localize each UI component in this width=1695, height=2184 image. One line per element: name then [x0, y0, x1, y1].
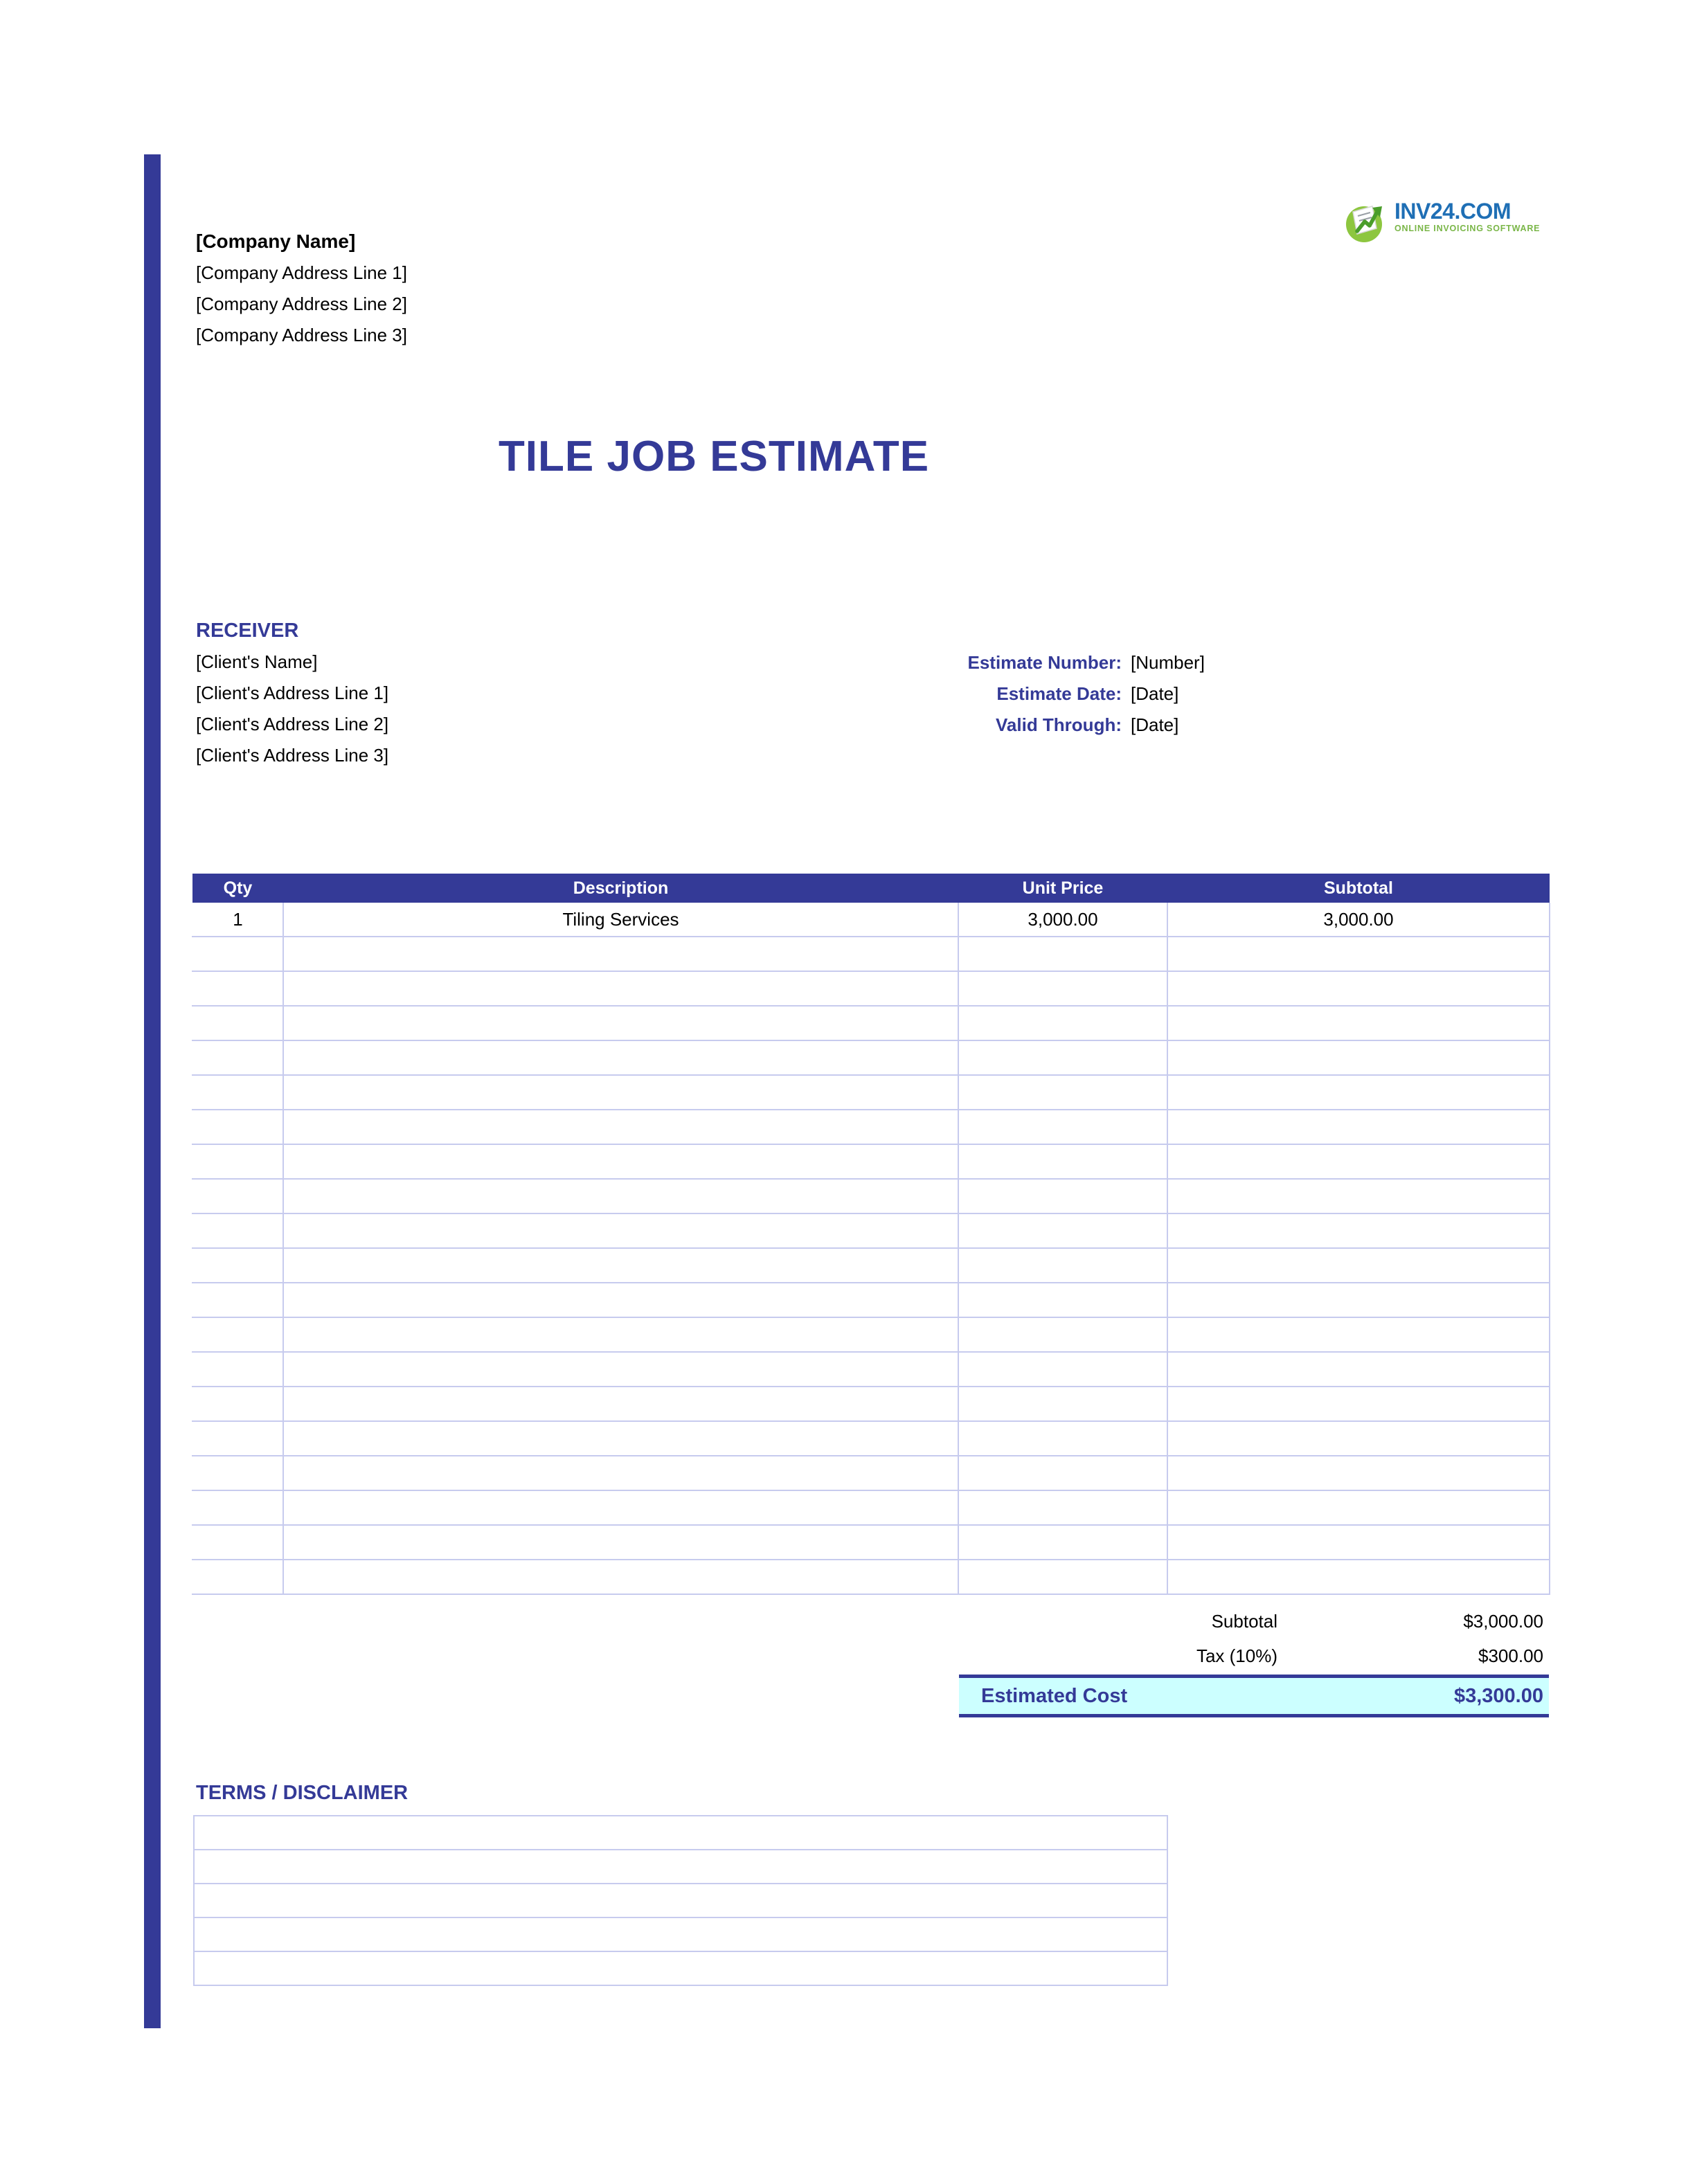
- table-row-empty: [192, 1075, 1550, 1110]
- item-qty-cell[interactable]: [192, 1179, 283, 1213]
- table-row-empty: [192, 1560, 1550, 1594]
- table-row-empty: [192, 1110, 1550, 1144]
- item-description-cell[interactable]: [283, 1040, 958, 1075]
- line-items-table: [192, 874, 1550, 1595]
- estimate-date-label: Estimate Date:: [996, 683, 1122, 704]
- item-unit-price-cell[interactable]: [958, 1387, 1167, 1421]
- item-description-cell[interactable]: [283, 1144, 958, 1179]
- item-qty-cell[interactable]: [192, 1421, 283, 1456]
- item-unit-price-cell[interactable]: [958, 1525, 1167, 1560]
- terms-row: [194, 1917, 1167, 1951]
- item-unit-price-cell[interactable]: 3,000.00: [958, 903, 1167, 937]
- document-title-text: TILE JOB ESTIMATE: [498, 433, 930, 480]
- item-qty-cell[interactable]: [192, 1213, 283, 1248]
- item-subtotal-cell[interactable]: [1167, 937, 1550, 971]
- item-description-cell[interactable]: [283, 1490, 958, 1525]
- header-description: Description: [283, 874, 958, 903]
- item-subtotal-cell[interactable]: [1167, 1075, 1550, 1110]
- item-qty-cell[interactable]: [192, 1317, 283, 1352]
- item-unit-price-cell[interactable]: [958, 937, 1167, 971]
- logo-mark-icon: [1342, 198, 1389, 245]
- terms-line-input[interactable]: [194, 1884, 1167, 1917]
- item-unit-price-cell[interactable]: [958, 1179, 1167, 1213]
- table-row: [192, 903, 1550, 937]
- table-row-empty: [192, 1179, 1550, 1213]
- item-unit-price-cell[interactable]: [958, 1317, 1167, 1352]
- item-unit-price-cell[interactable]: [958, 1352, 1167, 1387]
- item-subtotal-cell[interactable]: [1167, 1421, 1550, 1456]
- estimate-number-value[interactable]: [Number]: [1131, 652, 1205, 673]
- item-unit-price-cell[interactable]: [958, 1213, 1167, 1248]
- item-qty-cell[interactable]: [192, 1144, 283, 1179]
- receiver-block: [196, 615, 750, 771]
- tax-label: Tax (10%): [1196, 1645, 1277, 1666]
- item-qty-cell[interactable]: [192, 1075, 283, 1110]
- item-unit-price-cell[interactable]: [958, 1248, 1167, 1283]
- table-row-empty: [192, 1248, 1550, 1283]
- item-description-cell[interactable]: [283, 1179, 958, 1213]
- subtotal-value: $3,000.00: [1463, 1610, 1543, 1632]
- item-qty-cell[interactable]: [192, 971, 283, 1006]
- table-row-empty: [192, 1006, 1550, 1040]
- company-address-line-3: [Company Address Line 3]: [196, 325, 407, 345]
- header-qty: Qty: [192, 874, 283, 903]
- valid-through-label: Valid Through:: [996, 714, 1122, 735]
- table-row-empty: [192, 1213, 1550, 1248]
- item-unit-price-cell[interactable]: [958, 1075, 1167, 1110]
- estimate-date-value[interactable]: [Date]: [1131, 683, 1179, 704]
- table-row-empty: [192, 971, 1550, 1006]
- terms-row: [194, 1951, 1167, 1985]
- item-unit-price-cell[interactable]: [958, 1560, 1167, 1594]
- estimate-number-row: [817, 647, 1316, 678]
- item-description-cell[interactable]: [283, 1075, 958, 1110]
- item-description-cell[interactable]: [283, 1283, 958, 1317]
- item-description-cell[interactable]: [283, 1213, 958, 1248]
- company-info-block: [196, 226, 819, 351]
- logo-title: INV24.COM: [1394, 199, 1511, 224]
- inv24-logo[interactable]: [1342, 197, 1541, 246]
- table-row-empty: [192, 1490, 1550, 1525]
- subtotal-label: Subtotal: [1211, 1610, 1277, 1632]
- item-description-cell[interactable]: [283, 1456, 958, 1490]
- table-row-empty: [192, 1040, 1550, 1075]
- item-subtotal-cell[interactable]: [1167, 1213, 1550, 1248]
- item-description-cell[interactable]: [283, 1387, 958, 1421]
- company-address-line-2: [Company Address Line 2]: [196, 294, 407, 314]
- item-subtotal-cell[interactable]: [1167, 1525, 1550, 1560]
- logo-subtitle: ONLINE INVOICING SOFTWARE: [1394, 224, 1541, 233]
- table-row-empty: [192, 1352, 1550, 1387]
- line-items-body: [192, 903, 1550, 1594]
- item-subtotal-cell[interactable]: [1167, 1352, 1550, 1387]
- item-qty-cell[interactable]: [192, 937, 283, 971]
- receiver-heading: RECEIVER: [196, 620, 299, 642]
- item-description-cell[interactable]: [283, 1110, 958, 1144]
- item-subtotal-cell[interactable]: [1167, 1144, 1550, 1179]
- table-row-empty: [192, 937, 1550, 971]
- client-address-line-2: [Client's Address Line 2]: [196, 714, 389, 734]
- estimated-cost-value: $3,300.00: [1453, 1684, 1543, 1707]
- item-qty-cell[interactable]: [192, 1110, 283, 1144]
- totals-block: [959, 1604, 1549, 1717]
- terms-row: [194, 1850, 1167, 1884]
- table-row-empty: [192, 1456, 1550, 1490]
- table-row-empty: [192, 1421, 1550, 1456]
- client-name: [Client's Name]: [196, 651, 318, 672]
- item-subtotal-cell[interactable]: [1167, 1387, 1550, 1421]
- estimated-cost-label: Estimated Cost: [981, 1684, 1128, 1707]
- item-subtotal-cell[interactable]: [1167, 1179, 1550, 1213]
- item-unit-price-cell[interactable]: [958, 971, 1167, 1006]
- item-description-cell[interactable]: Tiling Services: [283, 903, 958, 937]
- item-unit-price-cell[interactable]: [958, 1144, 1167, 1179]
- estimate-meta-block: [817, 647, 1316, 741]
- valid-through-value[interactable]: [Date]: [1131, 714, 1179, 735]
- tax-row: [959, 1639, 1549, 1673]
- item-description-cell[interactable]: [283, 1560, 958, 1594]
- company-address-line-1: [Company Address Line 1]: [196, 262, 407, 283]
- item-description-cell[interactable]: [283, 1525, 958, 1560]
- estimate-number-label: Estimate Number:: [967, 652, 1122, 673]
- terms-disclaimer-box: [193, 1815, 1168, 1986]
- item-qty-cell[interactable]: [192, 1006, 283, 1040]
- item-qty-cell[interactable]: [192, 1040, 283, 1075]
- item-description-cell[interactable]: [283, 1421, 958, 1456]
- client-address-line-1: [Client's Address Line 1]: [196, 683, 389, 703]
- item-qty-cell[interactable]: [192, 1456, 283, 1490]
- table-row-empty: [192, 1317, 1550, 1352]
- subtotal-row: [959, 1604, 1549, 1639]
- terms-line-input[interactable]: [194, 1917, 1167, 1951]
- item-subtotal-cell[interactable]: [1167, 1006, 1550, 1040]
- terms-body: [194, 1816, 1167, 1985]
- terms-line-input[interactable]: [194, 1816, 1167, 1850]
- item-description-cell[interactable]: [283, 1317, 958, 1352]
- item-subtotal-cell[interactable]: [1167, 1490, 1550, 1525]
- item-unit-price-cell[interactable]: [958, 1006, 1167, 1040]
- table-row-empty: [192, 1387, 1550, 1421]
- terms-row: [194, 1816, 1167, 1850]
- item-unit-price-cell[interactable]: [958, 1490, 1167, 1525]
- item-qty-cell[interactable]: [192, 1560, 283, 1594]
- tax-value: $300.00: [1478, 1645, 1543, 1666]
- logo-text-block: [1394, 199, 1540, 235]
- header-unit-price: Unit Price: [958, 874, 1167, 903]
- table-row-empty: [192, 1283, 1550, 1317]
- estimated-cost-row: [959, 1675, 1549, 1717]
- item-description-cell[interactable]: [283, 971, 958, 1006]
- item-qty-cell[interactable]: [192, 1248, 283, 1283]
- item-unit-price-cell[interactable]: [958, 1040, 1167, 1075]
- item-description-cell[interactable]: [283, 1352, 958, 1387]
- item-qty-cell[interactable]: 1: [192, 903, 283, 937]
- terms-line-input[interactable]: [194, 1951, 1167, 1985]
- item-qty-cell[interactable]: [192, 1525, 283, 1560]
- item-qty-cell[interactable]: [192, 1387, 283, 1421]
- valid-through-row: [817, 710, 1316, 741]
- table-row-empty: [192, 1525, 1550, 1560]
- terms-row: [194, 1884, 1167, 1917]
- item-subtotal-cell[interactable]: [1167, 1317, 1550, 1352]
- item-subtotal-cell[interactable]: [1167, 1456, 1550, 1490]
- item-subtotal-cell[interactable]: [1167, 1560, 1550, 1594]
- document-title: [0, 432, 1695, 481]
- header-subtotal: Subtotal: [1167, 874, 1550, 903]
- table-row-empty: [192, 1144, 1550, 1179]
- item-qty-cell[interactable]: [192, 1352, 283, 1387]
- item-description-cell[interactable]: [283, 937, 958, 971]
- item-description-cell[interactable]: [283, 1006, 958, 1040]
- item-subtotal-cell[interactable]: [1167, 1248, 1550, 1283]
- client-address-line-3: [Client's Address Line 3]: [196, 745, 389, 766]
- item-qty-cell[interactable]: [192, 1490, 283, 1525]
- table-header-row: [192, 874, 1550, 903]
- item-subtotal-cell[interactable]: [1167, 971, 1550, 1006]
- terms-heading: TERMS / DISCLAIMER: [196, 1782, 409, 1804]
- item-subtotal-cell[interactable]: [1167, 1040, 1550, 1075]
- item-subtotal-cell[interactable]: 3,000.00: [1167, 903, 1550, 937]
- item-unit-price-cell[interactable]: [958, 1456, 1167, 1490]
- item-subtotal-cell[interactable]: [1167, 1110, 1550, 1144]
- terms-line-input[interactable]: [194, 1850, 1167, 1884]
- item-subtotal-cell[interactable]: [1167, 1283, 1550, 1317]
- item-description-cell[interactable]: [283, 1248, 958, 1283]
- item-qty-cell[interactable]: [192, 1283, 283, 1317]
- item-unit-price-cell[interactable]: [958, 1110, 1167, 1144]
- estimate-date-row: [817, 678, 1316, 710]
- item-unit-price-cell[interactable]: [958, 1283, 1167, 1317]
- company-name: [Company Name]: [196, 231, 356, 252]
- item-unit-price-cell[interactable]: [958, 1421, 1167, 1456]
